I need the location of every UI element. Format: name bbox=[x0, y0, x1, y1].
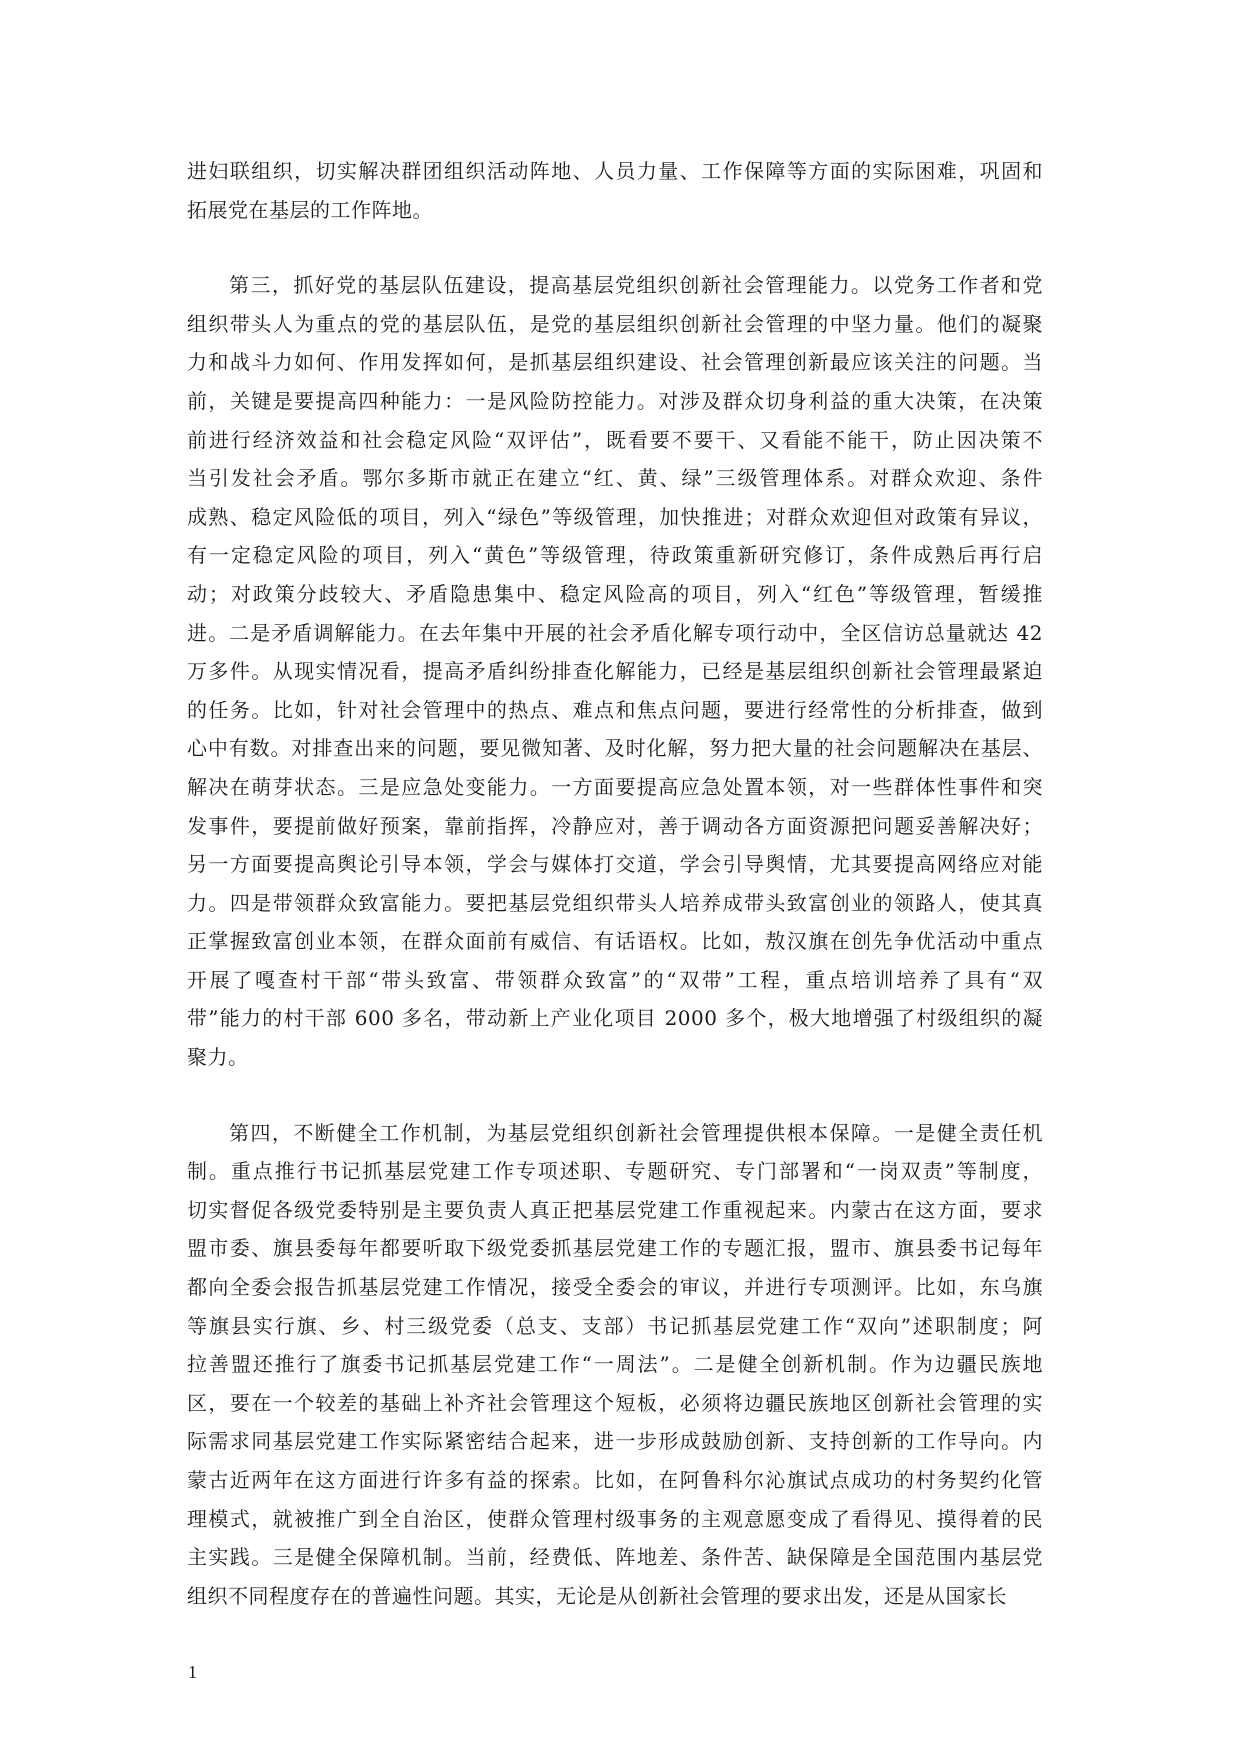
text-line: 际需求同基层党建工作实际紧密结合起来，进一步形成鼓励创新、支持创新的工作导向。内 bbox=[187, 1429, 1043, 1454]
text-line: 的任务。比如，针对社会管理中的热点、难点和焦点问题，要进行经常性的分析排查，做到 bbox=[187, 697, 1043, 722]
text-line: 第三，抓好党的基层队伍建设，提高基层党组织创新社会管理能力。以党务工作者和党 bbox=[229, 273, 1043, 298]
text-line: 组织带头人为重点的党的基层队伍，是党的基层组织创新社会管理的中坚力量。他们的凝聚 bbox=[187, 311, 1043, 336]
text-line: 聚力。 bbox=[187, 1045, 249, 1070]
text-line: 当引发社会矛盾。鄂尔多斯市就正在建立“红、黄、绿”三级管理体系。对群众欢迎、条件 bbox=[187, 466, 1043, 491]
text-line: 正掌握致富创业本领，在群众面前有威信、有话语权。比如，敖汉旗在创先争优活动中重点 bbox=[187, 929, 1043, 954]
text-line: 主实践。三是健全保障机制。当前，经费低、阵地差、条件苦、缺保障是全国范围内基层党 bbox=[187, 1545, 1043, 1570]
text-line: 盟市委、旗县委每年都要听取下级党委抓基层党建工作的专题汇报，盟市、旗县委书记每年 bbox=[187, 1236, 1043, 1261]
text-line: 组织不同程度存在的普遍性问题。其实，无论是从创新社会管理的要求出发，还是从国家长 bbox=[187, 1583, 1007, 1608]
text-line: 心中有数。对排查出来的问题，要见微知著、及时化解，努力把大量的社会问题解决在基层、 bbox=[187, 736, 1043, 761]
text-line: 前，关键是要提高四种能力：一是风险防控能力。对涉及群众切身利益的重大决策，在决策 bbox=[187, 388, 1043, 413]
text-line: 等旗县实行旗、乡、村三级党委（总支、支部）书记抓基层党建工作“双向”述职制度；阿 bbox=[187, 1313, 1043, 1338]
text-line: 拉善盟还推行了旗委书记抓基层党建工作“一周法”。二是健全创新机制。作为边疆民族地 bbox=[187, 1352, 1043, 1377]
text-line: 力。四是带领群众致富能力。要把基层党组织带头人培养成带头致富创业的领路人，使其真 bbox=[187, 890, 1043, 915]
text-line: 制。重点推行书记抓基层党建工作专项述职、专题研究、专门部署和“一岗双责”等制度， bbox=[187, 1159, 1043, 1184]
text-line: 进。二是矛盾调解能力。在去年集中开展的社会矛盾化解专项行动中，全区信访总量就达 42 bbox=[187, 620, 1043, 645]
paragraph bbox=[187, 152, 1043, 229]
text-line: 前进行经济效益和社会稳定风险“双评估”，既看要不要干、又看能不能干，防止因决策不 bbox=[187, 427, 1043, 452]
text-line: 带”能力的村干部 600 多名，带动新上产业化项目 2000 多个，极大地增强了村级组织的凝 bbox=[187, 1006, 1043, 1031]
text-line: 切实督促各级党委特别是主要负责人真正把基层党建工作重视起来。内蒙古在这方面，要求 bbox=[187, 1197, 1043, 1222]
text-line: 拓展党在基层的工作阵地。 bbox=[187, 197, 433, 222]
paragraph bbox=[187, 1114, 1043, 1616]
document-body bbox=[187, 152, 1043, 1615]
text-line: 蒙古近两年在这方面进行许多有益的探索。比如，在阿鲁科尔沁旗试点成功的村务契约化管 bbox=[187, 1468, 1043, 1492]
text-line: 另一方面要提高舆论引导本领，学会与媒体打交道，学会引导舆情，尤其要提高网络应对能 bbox=[187, 852, 1043, 877]
text-line: 理模式，就被推广到全自治区，使群众管理村级事务的主观意愿变成了看得见、摸得着的民 bbox=[187, 1506, 1043, 1531]
page-number: 1 bbox=[188, 1662, 197, 1682]
text-line: 成熟、稳定风险低的项目，列入“绿色”等级管理，加快推进；对群众欢迎但对政策有异议， bbox=[187, 504, 1043, 529]
text-line: 力和战斗力如何、作用发挥如何，是抓基层组织建设、社会管理创新最应该关注的问题。当 bbox=[187, 350, 1043, 375]
text-line: 解决在萌芽状态。三是应急处变能力。一方面要提高应急处置本领，对一些群体性事件和突 bbox=[187, 774, 1043, 799]
text-line: 都向全委会报告抓基层党建工作情况，接受全委会的审议，并进行专项测评。比如，东乌旗 bbox=[187, 1275, 1043, 1300]
text-line: 开展了嘎查村干部“带头致富、带领群众致富”的“双带”工程，重点培训培养了具有“双 bbox=[187, 967, 1043, 992]
text-line: 动；对政策分歧较大、矛盾隐患集中、稳定风险高的项目，列入“红色”等级管理，暂缓推 bbox=[187, 581, 1043, 606]
text-line: 发事件，要提前做好预案，靠前指挥，冷静应对，善于调动各方面资源把问题妥善解决好； bbox=[187, 813, 1043, 838]
text-line: 万多件。从现实情况看，提高矛盾纠纷排查化解能力，已经是基层组织创新社会管理最紧迫 bbox=[187, 659, 1043, 684]
text-line: 区，要在一个较差的基础上补齐社会管理这个短板，必须将边疆民族地区创新社会管理的实 bbox=[187, 1390, 1043, 1415]
text-line: 有一定稳定风险的项目，列入“黄色”等级管理，待政策重新研究修订，条件成熟后再行启 bbox=[187, 543, 1043, 568]
text-line: 进妇联组织，切实解决群团组织活动阵地、人员力量、工作保障等方面的实际困难，巩固和 bbox=[187, 159, 1043, 183]
paragraph bbox=[187, 266, 1043, 1076]
text-line: 第四，不断健全工作机制，为基层党组织创新社会管理提供根本保障。一是健全责任机 bbox=[229, 1120, 1043, 1145]
